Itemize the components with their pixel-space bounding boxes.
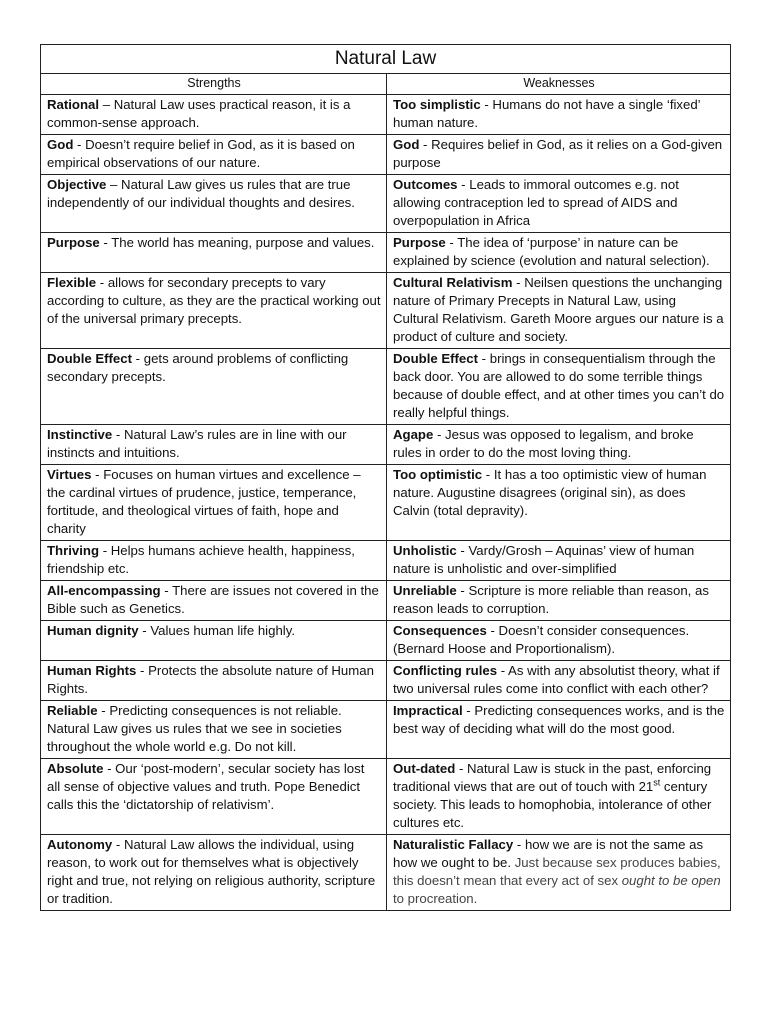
- table-row: [41, 759, 731, 835]
- cell-term: Instinctive: [47, 427, 113, 442]
- weakness-cell: [387, 621, 731, 661]
- cell-separator: -: [433, 427, 446, 442]
- strength-cell: [41, 465, 387, 541]
- cell-term: Absolute: [47, 761, 104, 776]
- table-row: [41, 701, 731, 759]
- cell-separator: -: [457, 177, 470, 192]
- table-row: [41, 835, 731, 911]
- strength-cell: [41, 581, 387, 621]
- strength-cell: [41, 621, 387, 661]
- cell-term: Human dignity: [47, 623, 139, 638]
- weakness-cell: [387, 135, 731, 175]
- cell-separator: -: [138, 623, 151, 638]
- cell-text: It has a too optimistic view of human nature. Augustine disagrees (original sin), as does Calvin (total depravity).: [393, 467, 707, 518]
- cell-separator: -: [456, 543, 469, 558]
- cell-text: Doesn’t require belief in God, as it is based on empirical observations of our nature.: [47, 137, 355, 170]
- cell-term: Unholistic: [393, 543, 457, 558]
- table-title: Natural Law: [41, 45, 731, 74]
- weakness-cell: [387, 349, 731, 425]
- strength-cell: [41, 175, 387, 233]
- strength-cell: [41, 541, 387, 581]
- cell-text: Jesus was opposed to legalism, and broke rules in order to do the most loving thing.: [393, 427, 694, 460]
- cell-text: Helps humans achieve health, happiness, friendship etc.: [47, 543, 355, 576]
- strength-cell: [41, 661, 387, 701]
- cell-separator: -: [99, 235, 112, 250]
- cell-term: Objective: [47, 177, 107, 192]
- weakness-cell: [387, 425, 731, 465]
- cell-separator: -: [445, 235, 458, 250]
- cell-separator: –: [106, 177, 122, 192]
- cell-text: Focuses on human virtues and excellence – the cardinal virtues of prudence, justice, temperance, fortitude, and theological virtues of faith, hope and charity: [47, 467, 361, 536]
- cell-separator: –: [99, 97, 114, 112]
- cell-term: Unreliable: [393, 583, 457, 598]
- cell-text: Our ‘post-modern’, secular society has lost all sense of objective values and truth. Pope Benedict calls this the ‘dictatorship of relativism’.: [47, 761, 365, 812]
- cell-separator: -: [112, 837, 124, 852]
- cell-text: Protects the absolute nature of Human Rights.: [47, 663, 374, 696]
- cell-text: There are issues not covered in the Bible such as Genetics.: [47, 583, 379, 616]
- title-row: [41, 45, 731, 74]
- cell-text: As with any absolutist theory, what if two universal rules come into conflict with each other?: [393, 663, 720, 696]
- table-row: [41, 425, 731, 465]
- cell-separator: -: [497, 663, 509, 678]
- cell-term: Rational: [47, 97, 100, 112]
- header-row: [41, 74, 731, 95]
- cell-text: Leads to immoral outcomes e.g. not allowing contraception led to spread of AIDS and overpopulation in Africa: [393, 177, 679, 228]
- table-row: [41, 621, 731, 661]
- cell-term: Cultural Relativism: [393, 275, 513, 290]
- cell-separator: -: [73, 137, 86, 152]
- cell-text-grey-end: to procreation.: [393, 891, 478, 906]
- cell-term: Conflicting rules: [393, 663, 498, 678]
- weakness-cell: [387, 661, 731, 701]
- cell-term: Consequences: [393, 623, 487, 638]
- cell-term: Agape: [393, 427, 434, 442]
- cell-term: Impractical: [393, 703, 463, 718]
- cell-term: Double Effect: [393, 351, 478, 366]
- weakness-cell: [387, 273, 731, 349]
- table-row: [41, 465, 731, 541]
- weakness-cell: [387, 835, 731, 911]
- cell-text: Predicting consequences is not reliable. Natural Law gives us rules that we see in societies throughout the whole world e.g. Do not kill.: [47, 703, 342, 754]
- table-row: [41, 273, 731, 349]
- cell-text: Doesn’t consider consequences. (Bernard Hoose and Proportionalism).: [393, 623, 690, 656]
- cell-separator: -: [456, 583, 469, 598]
- cell-separator: -: [480, 97, 493, 112]
- cell-term: Out-dated: [393, 761, 456, 776]
- weakness-cell: [387, 233, 731, 273]
- strength-cell: [41, 349, 387, 425]
- natural-law-table: [40, 44, 731, 911]
- cell-separator: -: [136, 663, 149, 678]
- cell-text: Natural Law allows the individual, using reason, to work out for themselves what is objectively right and true, not relying on religious authority, scripture or tradition.: [47, 837, 376, 906]
- cell-term: Reliable: [47, 703, 98, 718]
- cell-separator: -: [96, 275, 108, 290]
- cell-text: Requires belief in God, as it relies on a God-given purpose: [393, 137, 723, 170]
- cell-term: All-encompassing: [47, 583, 161, 598]
- cell-text: gets around problems of conflicting secondary precepts.: [47, 351, 349, 384]
- weaknesses-header: Weaknesses: [387, 74, 731, 95]
- cell-separator: -: [160, 583, 173, 598]
- strengths-header: Strengths: [41, 74, 387, 95]
- cell-separator: -: [132, 351, 144, 366]
- strength-cell: [41, 95, 387, 135]
- cell-term: Naturalistic Fallacy: [393, 837, 514, 852]
- cell-term: Outcomes: [393, 177, 458, 192]
- cell-text: The idea of ‘purpose’ in nature can be explained by science (evolution and natural selection).: [393, 235, 710, 268]
- weakness-cell: [387, 465, 731, 541]
- cell-separator: -: [91, 467, 104, 482]
- strength-cell: [41, 273, 387, 349]
- table-row: [41, 661, 731, 701]
- cell-text-continued: century society. This leads to homophobia, intolerance of other cultures etc.: [393, 779, 712, 830]
- cell-term: Virtues: [47, 467, 92, 482]
- cell-superscript: st: [653, 777, 661, 788]
- cell-text: Natural Law uses practical reason, it is a common-sense approach.: [47, 97, 351, 130]
- cell-separator: -: [513, 837, 525, 852]
- cell-text: how we are is not the same as how we ought to be.: [393, 837, 704, 870]
- cell-term: Double Effect: [47, 351, 132, 366]
- cell-separator: -: [512, 275, 525, 290]
- table-row: [41, 95, 731, 135]
- cell-separator: -: [478, 351, 490, 366]
- cell-text: brings in consequentialism through the back door. You are allowed to do some terrible things because of double effect, and at other times you can’t do really helpful things.: [393, 351, 725, 420]
- weakness-cell: [387, 541, 731, 581]
- cell-term: Too simplistic: [393, 97, 481, 112]
- cell-text-grey: Just because sex produces babies, this doesn’t mean that every act of sex: [393, 855, 721, 888]
- cell-term: God: [47, 137, 74, 152]
- weakness-cell: [387, 759, 731, 835]
- cell-separator: -: [99, 543, 111, 558]
- strength-cell: [41, 835, 387, 911]
- table-row: [41, 135, 731, 175]
- weakness-cell: [387, 581, 731, 621]
- weakness-cell: [387, 701, 731, 759]
- table-row: [41, 581, 731, 621]
- weakness-cell: [387, 95, 731, 135]
- cell-text: Vardy/Grosh – Aquinas’ view of human nature is unholistic and over-simplified: [393, 543, 695, 576]
- cell-text: Values human life highly.: [150, 623, 295, 638]
- cell-separator: -: [462, 703, 475, 718]
- cell-term: Too optimistic: [393, 467, 483, 482]
- strength-cell: [41, 135, 387, 175]
- weakness-cell: [387, 175, 731, 233]
- cell-separator: -: [455, 761, 468, 776]
- cell-term: Flexible: [47, 275, 97, 290]
- cell-term: Thriving: [47, 543, 100, 558]
- cell-text: Neilsen questions the unchanging nature of Primary Precepts in Natural Law, using Cultural Relativism. Gareth Moore argues our nature is a product of culture and society.: [393, 275, 724, 344]
- table-row: [41, 233, 731, 273]
- cell-separator: -: [419, 137, 432, 152]
- cell-text: The world has meaning, purpose and values.: [111, 235, 375, 250]
- cell-term: Autonomy: [47, 837, 113, 852]
- cell-term: Purpose: [393, 235, 446, 250]
- cell-text-italic: ought to be open: [621, 873, 721, 888]
- cell-term: Human Rights: [47, 663, 137, 678]
- cell-separator: -: [112, 427, 124, 442]
- cell-text: Humans do not have a single ‘fixed’ human nature.: [393, 97, 701, 130]
- cell-term: God: [393, 137, 420, 152]
- table-row: [41, 541, 731, 581]
- cell-separator: -: [97, 703, 110, 718]
- cell-text: allows for secondary precepts to vary according to culture, as they are the practical working out of the universal primary precepts.: [47, 275, 381, 326]
- cell-text: Natural Law is stuck in the past, enforcing traditional views that are out of touch with 21: [393, 761, 712, 794]
- cell-text: Predicting consequences works, and is the best way of deciding what will do the most good.: [393, 703, 725, 736]
- cell-term: Purpose: [47, 235, 100, 250]
- cell-separator: -: [486, 623, 499, 638]
- cell-text: Scripture is more reliable than reason, as reason leads to corruption.: [393, 583, 709, 616]
- strength-cell: [41, 233, 387, 273]
- cell-text: Natural Law’s rules are in line with our instincts and intuitions.: [47, 427, 347, 460]
- cell-separator: -: [103, 761, 116, 776]
- strength-cell: [41, 701, 387, 759]
- cell-separator: -: [482, 467, 494, 482]
- strength-cell: [41, 759, 387, 835]
- table-row: [41, 349, 731, 425]
- strength-cell: [41, 425, 387, 465]
- table-row: [41, 175, 731, 233]
- cell-text: Natural Law gives us rules that are true independently of our individual thoughts and desires.: [47, 177, 355, 210]
